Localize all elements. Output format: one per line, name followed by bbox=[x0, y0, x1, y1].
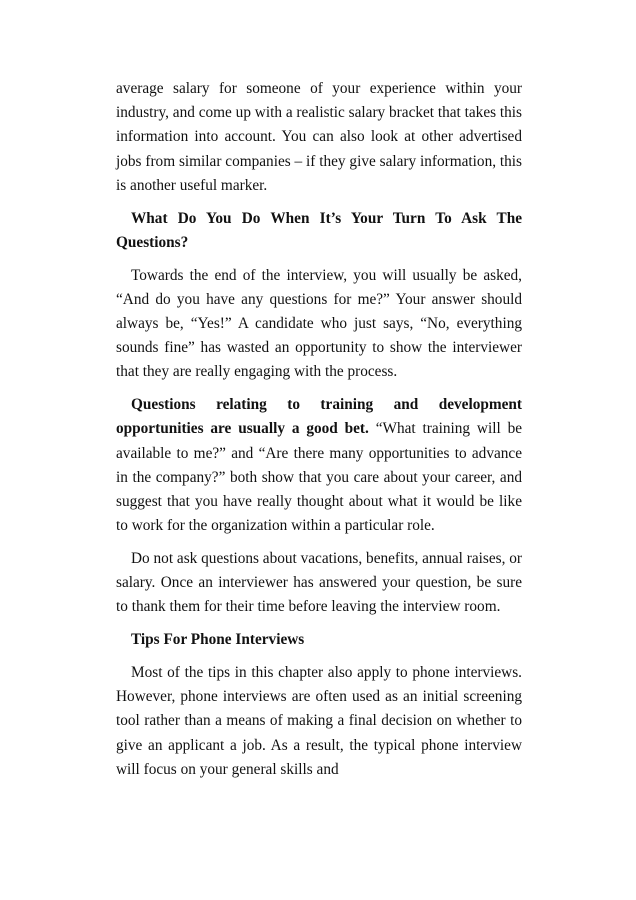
paragraph-phone-interviews: Most of the tips in this chapter also apply to phone interviews. However, phone interviews are often used as an initial screening tool rather than a means of making a final decision on whether to give an applicant a job. As a result, the typical phone interview will focus on your general skills and bbox=[116, 664, 522, 778]
bold-lead-sentence: Questions relating to training and development opportunities are usually a good bet. bbox=[116, 396, 522, 438]
paragraph-training-questions bbox=[116, 393, 522, 538]
section-heading-phone-interviews: Tips For Phone Interviews bbox=[131, 631, 305, 649]
paragraph-training-questions-text: “What training will be available to me?” and “Are there many opportunities to advance in the company?” both show that you care about your career, and suggest that you have really thought about what it would be like to work for the organization within a particular role. bbox=[116, 420, 523, 535]
paragraph-avoid-questions: Do not ask questions about vacations, benefits, annual raises, or salary. Once an interviewer has answered your question, be sure to thank them for their time before leaving the interview room. bbox=[116, 550, 522, 616]
paragraph-salary-research: average salary for someone of your experience within your industry, and come up with a realistic salary bracket that takes this information into account. You can also look at other advertised jobs from similar companies – if they give salary information, this is another useful marker. bbox=[116, 80, 522, 194]
document-page bbox=[116, 77, 522, 782]
paragraph-end-of-interview: Towards the end of the interview, you will usually be asked, “And do you have any questions for me?” Your answer should always be, “Yes!” A candidate who just says, “No, everything sounds fine” has wasted an opportunity to show the interviewer that they are really engaging with the process. bbox=[116, 266, 522, 381]
section-heading-asking-questions: What Do You Do When It’s Your Turn To Ask The Questions? bbox=[116, 209, 522, 251]
